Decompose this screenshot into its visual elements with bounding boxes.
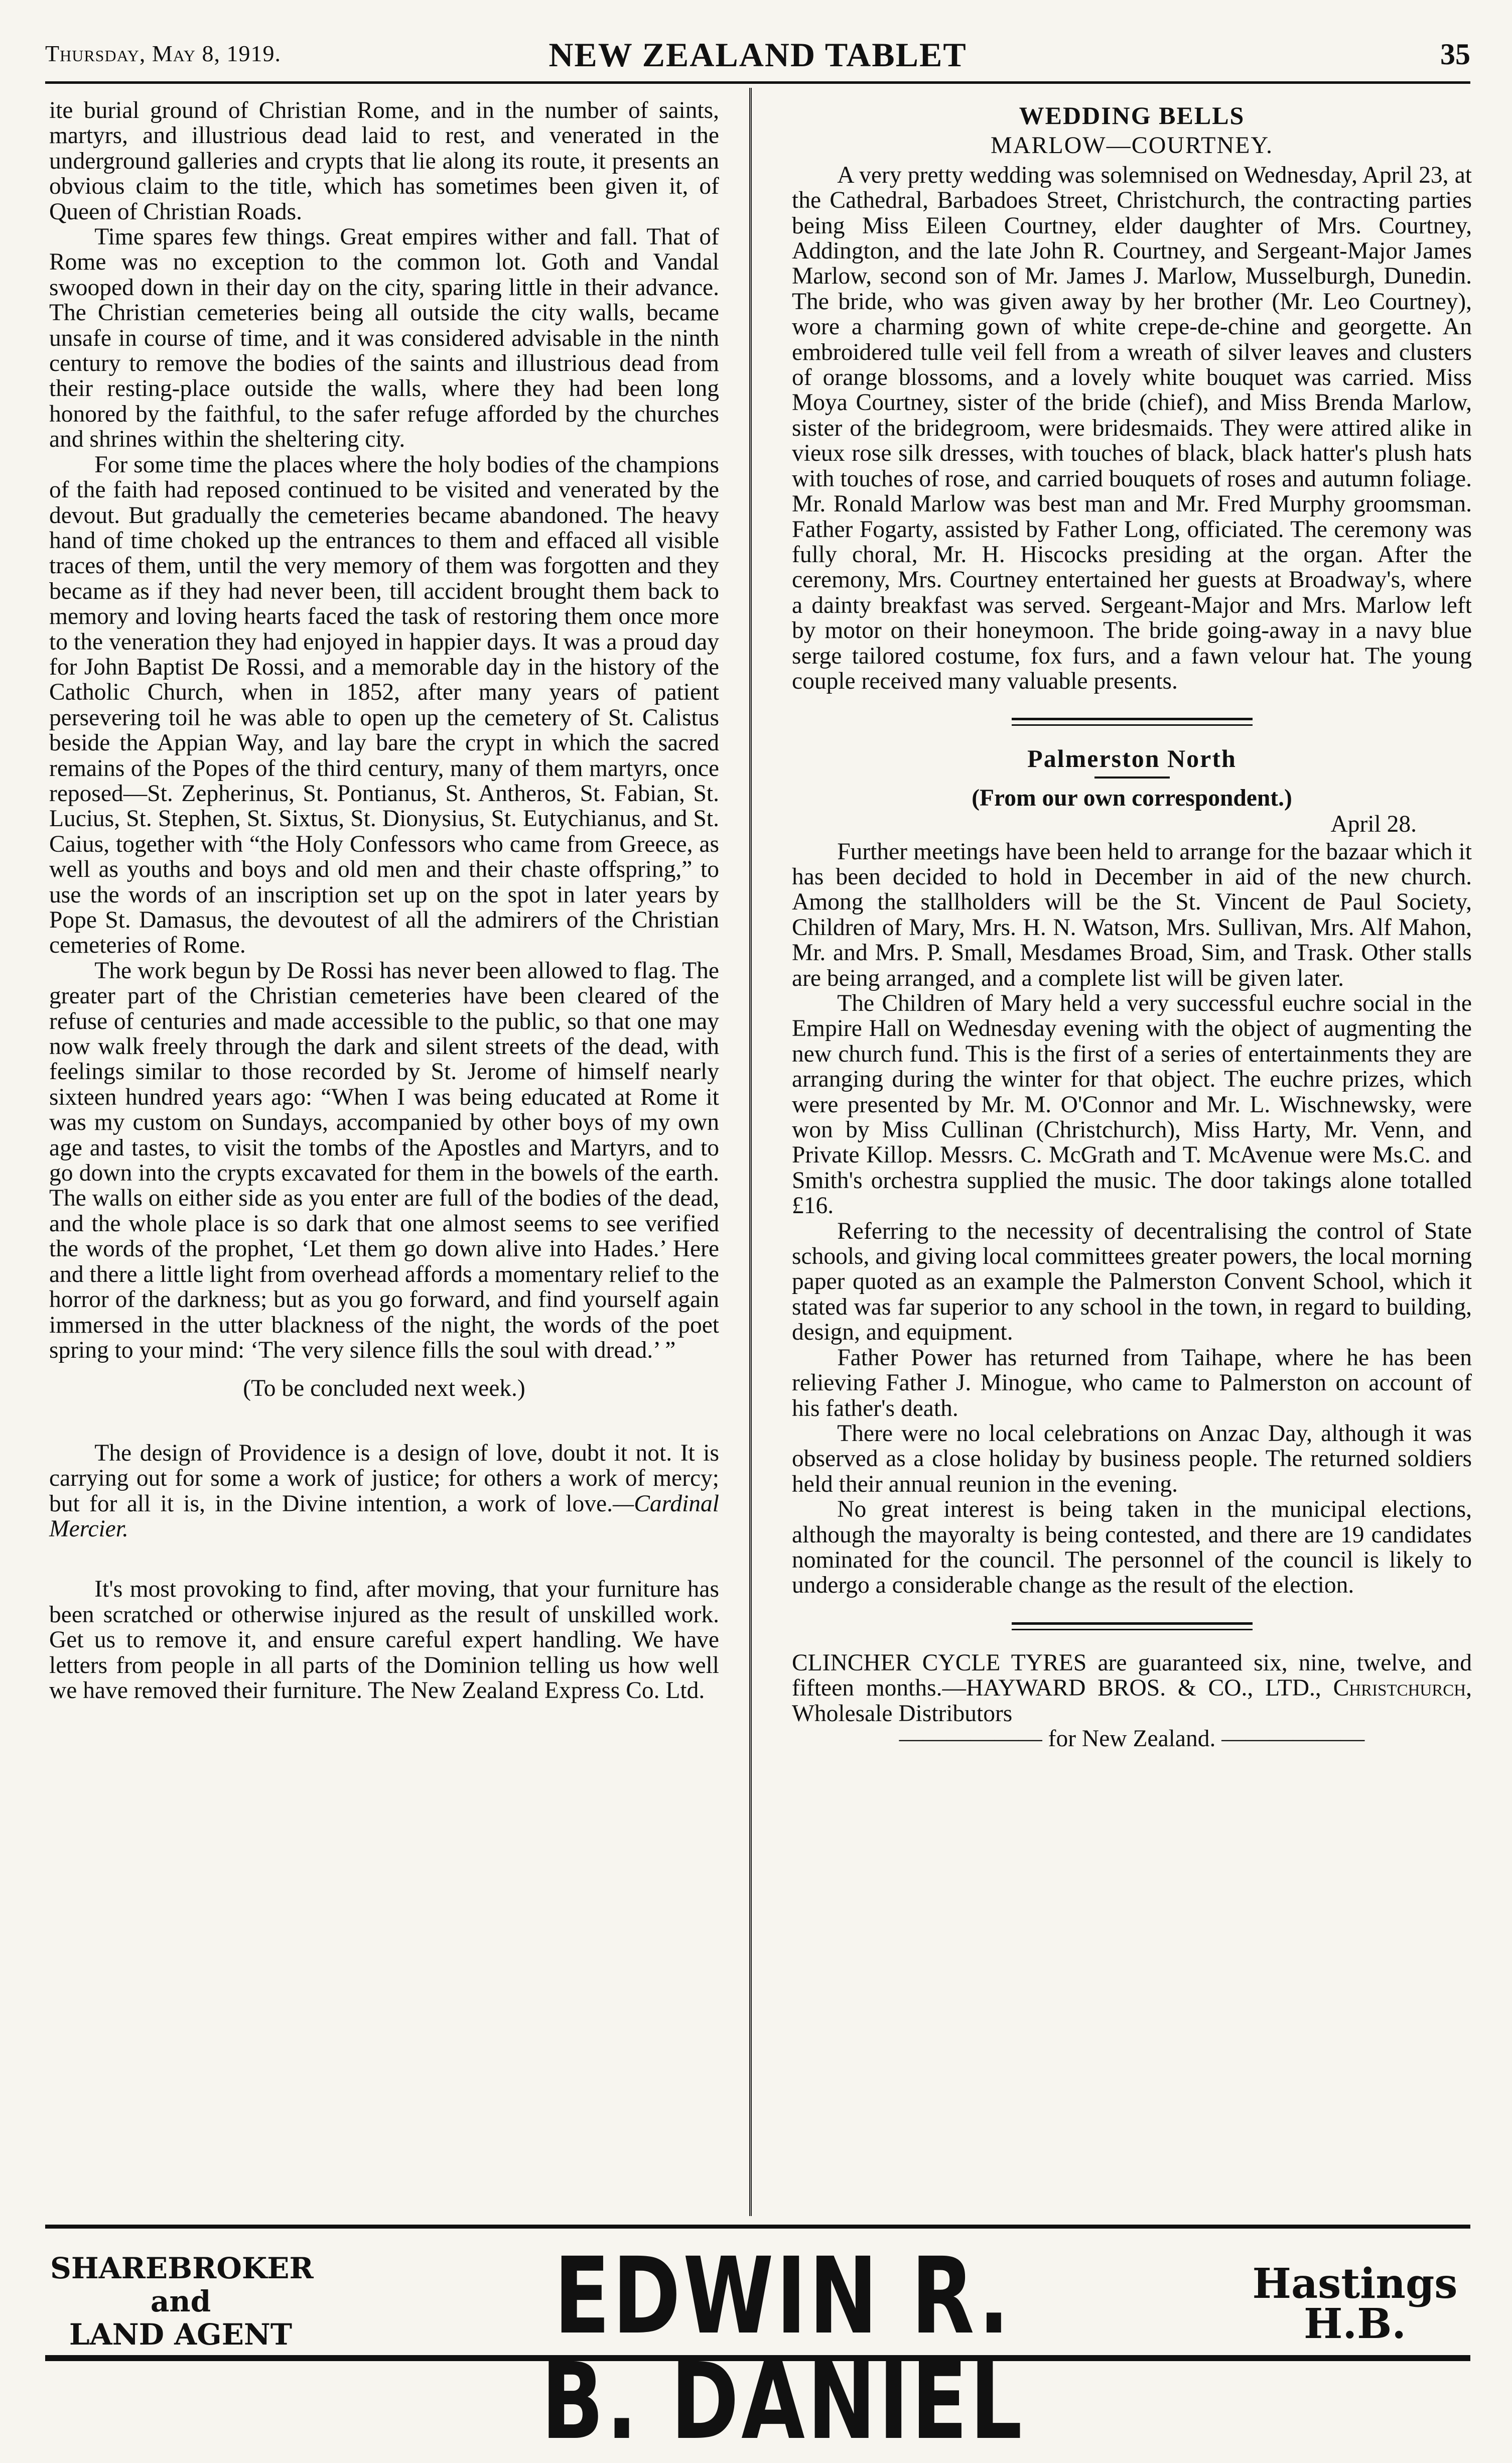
correspondent-line: (From our own correspondent.)	[972, 785, 1292, 811]
masthead-title: NEW ZEALAND TABLET	[548, 36, 967, 74]
news-paragraph: The Children of Mary held a very successful euchre social in the Empire Hall on Wednesday evening with the object of augmenting the new church fund. This is the first of a series of entertainments they are arranging during the winter for that object. The euchre prizes, which were presented by Mr. M. O'Connor and Mr. L. Wischnewsky, were won by Miss Cullinan (Christchurch), Miss Harty, Mr. Venn, and Private Killop. Messrs. C. McGrath and T. McAvenue were Ms.C. and Smith's orchestra supplied the music. The door takings alone totalled £16.	[792, 990, 1472, 1219]
news-paragraph: Father Power has returned from Taihape, where he has been relieving Father J. Minogue, who came to Palmerston on account of his father's death.	[792, 1344, 1472, 1421]
banner-hb: H.B.	[1304, 2300, 1406, 2348]
banner-right-text	[1245, 2260, 1465, 2348]
right-column	[792, 98, 1472, 1751]
news-paragraph: Further meetings have been held to arrange for the bazaar which it has been decided to hold in December in aid of the new church. Among the stallholders will be the St. Vincent de Paul Society, Children of Mary, Mrs. H. N. Watson, Mrs. Sullivan, Mrs. Alf Mahon, Mr. and Mrs. P. Small, Mesdames Broad, Sim, and Trask. Other stalls are being arranged, and a complete list will be given later.	[792, 838, 1472, 991]
tyres-ad-text	[792, 1650, 1472, 1726]
news-paragraph: There were no local celebrations on Anzac Day, although it was observed as a close holiday by business people. The returned soldiers held their annual reunion in the evening.	[792, 1420, 1472, 1497]
quote-author: —Cardinal Mercier.	[49, 1490, 719, 1542]
wedding-paragraph: A very pretty wedding was solemnised on Wednesday, April 23, at the Cathedral, Barbadoes Street, Christchurch, the contracting parties being Miss Eileen Courtney, elder daughter of Mrs. Courtney, Addington, and the late John R. Courtney, and Sergeant-Major James Marlow, second son of Mr. James J. Marlow, Musselburgh, Dunedin. The bride, who was given away by her brother (Mr. Leo Courtney), wore a charming gown of white crepe-de-chine and georgette. An embroidered tulle veil fell from a wreath of silver leaves and clusters of orange blossoms, and a lovely white bouquet was carried. Miss Moya Courtney, sister of the bride (chief), and Miss Brenda Marlow, sister of the bridegroom, were bridesmaids. They were attired alike in vieux rose silk dresses, with touches of black, black hatter's plush hats with touches of rose, and carried bouquets of roses and autumn foliage. Mr. Ronald Marlow was best man and Mr. Fred Murphy groomsman. Father Fogarty, assisted by Father Long, officiated. The ceremony was fully choral, Mr. H. Hiscocks presiding at the organ. After the ceremony, Mrs. Courtney entertained her guests at Broadway's, where a dainty breakfast was served. Sergeant-Major and Mrs. Marlow left by motor on their honeymoon. The bride going-away in a navy blue serge tailored costume, fox furs, and a fawn velour hat. The young couple received many valuable presents.	[792, 162, 1472, 694]
banner-rule-bottom	[45, 2355, 1470, 2361]
article-paragraph: The work begun by De Rossi has never been allowed to flag. The greater part of the Christian cemeteries have been cleared of the refuse of centuries and made accessible to the public, so that one may now walk freely through the dark and silent streets of the dead, with feelings similar to those recorded by St. Jerome of himself nearly sixteen hundred years ago: “When I was being educated at Rome it was my custom on Sundays, accompanied by other boys of my own age and tastes, to visit the tombs of the Apostles and Martyrs, and to go down into the crypts excavated for them in the bowels of the earth. The walls on either side as you enter are full of the bodies of the dead, and the whole place is so dark that one almost seems to see verified the words of the prophet, ‘Let them go down alive into Hades.’ Here and there a little light from overhead affords a momentary relief to the horror of the darkness; but as you go forward, and find yourself again immersed in the utter blackness of the night, the words of the poet spring to your mind: ‘The very silence fills the soul with dread.’ ”	[49, 957, 719, 1363]
page-number: 35	[1440, 38, 1470, 71]
banner-land-agent: LAND AGENT	[69, 2317, 293, 2352]
column-divider	[749, 88, 752, 2216]
news-paragraph: No great interest is being taken in the municipal elections, although the mayoralty is being contested, and there are 19 candidates nominated for the council. The personnel of the council is likely to undergo a considerable change as the result of the election.	[792, 1496, 1472, 1599]
banner-hastings: Hastings	[1252, 2260, 1458, 2308]
news-paragraph: Referring to the necessity of decentralising the control of State schools, and giving local committees greater powers, the local morning paper quoted as an example the Palmerston Convent School, which it stated was far superior to any school in the town, in regard to building, design, and equipment.	[792, 1218, 1472, 1346]
section-rule	[1012, 1622, 1253, 1630]
tyres-ad-text-a: CLINCHER CYCLE TYRES are guaranteed six, nine, twelve, and fifteen months.—HAYWARD BROS. & CO., LTD.,	[792, 1649, 1472, 1702]
issue-date: Thursday, May 8, 1919.	[45, 41, 282, 66]
banner-and: and	[150, 2284, 211, 2318]
quote-text: The design of Providence is a design of love, doubt it not. It is carrying out for some a work of justice; for others a work of mercy; but for all it is, in the Divine intention, a work of love.	[49, 1440, 719, 1517]
palmerston-north-heading: Palmerston North	[1027, 744, 1236, 773]
tyres-ad-text-b: , Wholesale Distributors	[792, 1675, 1472, 1727]
section-rule	[1012, 718, 1253, 726]
banner-rule-top	[45, 2225, 1470, 2229]
article-paragraph: Time spares few things. Great empires wither and fall. That of Rome was no exception to the common lot. Goth and Vandal swooped down in their day on the city, sparing little in their advance. The Christian cemeteries being all outside the city walls, became unsafe in course of time, and it was considered advisable in the ninth century to remove the bodies of the saints and illustrious dead from their resting-place outside the walls, where they had been long honored by the faithful, to the safer refuge afforded by the churches and shrines within the sheltering city.	[49, 224, 719, 453]
page-header	[45, 31, 1470, 84]
article-paragraph: For some time the places where the holy bodies of the champions of the faith had reposed continued to be visited and venerated by the devout. But gradually the cemeteries became abandoned. The heavy hand of time choked up the entrances to them and effaced all visible traces of them, until the very memory of them was forgotten and they became as if they had never been, till accident brought them back to memory and loving hearts faced the task of restoring them once more to the veneration they had enjoyed in happier days. It was a proud day for John Baptist De Rossi, and a memorable day in the history of the Catholic Church, when in 1852, after many years of patient persevering toil he was able to open up the cemetery of St. Calistus beside the Appian Way, and lay bare the crypt in which the sacred remains of the Popes of the third century, many of them martyrs, once reposed—St. Zepherinus, St. Pontianus, St. Antheros, St. Fabian, St. Lucius, St. Stephen, St. Sixtus, St. Dionysius, St. Eutychianus, and St. Caius, together with “the Holy Confessors who came from Greece, as well as youths and boys and old men and their chaste offspring,” to use the words of an inscription set up on the spot in later years by Pope St. Damasus, the devoutest of all the admirers of the Christian cemeteries of Rome.	[49, 451, 719, 959]
cycle-tyres-ad	[792, 1650, 1472, 1752]
to-be-concluded-note: (To be concluded next week.)	[243, 1375, 525, 1402]
banner-left-text	[50, 2251, 314, 2352]
report-date: April 28.	[1330, 811, 1417, 838]
providence-quote	[49, 1441, 719, 1542]
banner-advertiser-name: EDWIN R. B. DANIEL	[541, 2235, 1025, 2463]
banner-sharebroker: SHAREBROKER	[50, 2251, 314, 2285]
tyres-ad-city: Christchurch	[1333, 1675, 1466, 1702]
express-company-ad: It's most provoking to find, after moving, that your furniture has been scratched or otherwise injured as the result of unskilled work. Get us to remove it, and ensure careful expert handling. We have letters from people in all parts of the Dominion telling us how well we have removed their furniture. The New Zealand Express Co. Ltd.	[49, 1576, 719, 1704]
tyres-ad-tail: —————— for New Zealand. ——————	[899, 1725, 1365, 1752]
tyres-ad-tail-text: for New Zealand.	[1048, 1725, 1216, 1752]
left-column	[49, 98, 719, 1703]
article-paragraph: ite burial ground of Christian Rome, and in the number of saints, martyrs, and illustrious dead laid to rest, and venerated in the underground galleries and crypts that lie along its route, it presents an obvious claim to the title, which has sometimes been given it, of Queen of Christian Roads.	[49, 97, 719, 225]
wedding-bells-heading: WEDDING BELLS	[1019, 101, 1245, 129]
short-rule	[1094, 776, 1170, 779]
wedding-subheading: MARLOW—COURTNEY.	[991, 132, 1273, 159]
